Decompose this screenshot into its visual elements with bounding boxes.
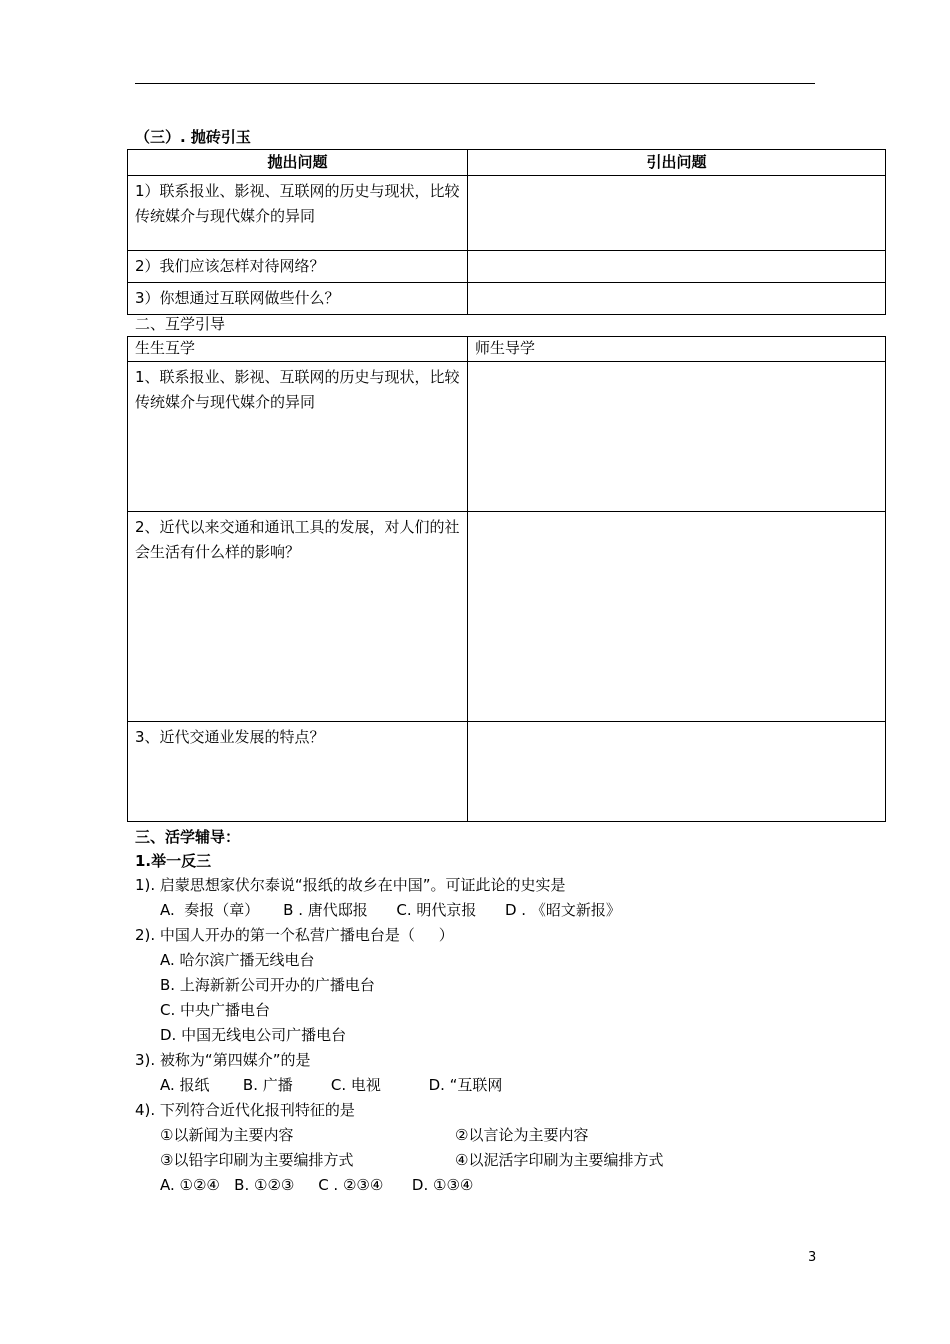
table-cell-question: 1）联系报业、影视、互联网的历史与现状，比较传统媒介与现代媒介的异同 bbox=[128, 176, 468, 251]
question-4-item-1: ①以新闻为主要内容 bbox=[160, 1126, 294, 1144]
table-header-student: 生生互学 bbox=[128, 337, 468, 362]
question-2-option-a: A. 哈尔滨广播无线电台 bbox=[160, 951, 315, 969]
question-2-stem: 2). 中国人开办的第一个私营广播电台是（ ） bbox=[135, 926, 454, 944]
table-cell-answer[interactable] bbox=[468, 176, 886, 251]
table-cell-question: 2）我们应该怎样对待网络？ bbox=[128, 251, 468, 283]
section-title-throw-brick: （三）. 抛砖引玉 bbox=[135, 128, 251, 146]
table-header-teacher: 师生导学 bbox=[468, 337, 886, 362]
question-2-option-b: B. 上海新新公司开办的广播电台 bbox=[160, 976, 375, 994]
question-1-stem: 1). 启蒙思想家伏尔泰说“报纸的故乡在中国”。可证此论的史实是 bbox=[135, 876, 566, 894]
header-rule bbox=[135, 83, 815, 84]
question-4-item-4: ④以泥活字印刷为主要编排方式 bbox=[455, 1151, 664, 1169]
table-throw-questions bbox=[127, 149, 886, 315]
question-4-stem: 4). 下列符合近代化报刊特征的是 bbox=[135, 1101, 355, 1119]
question-4-item-3: ③以铅字印刷为主要编排方式 bbox=[160, 1151, 354, 1169]
table-header-throw: 抛出问题 bbox=[128, 150, 468, 176]
table-cell-question: 2、近代以来交通和通讯工具的发展，对人们的社会生活有什么样的影响？ bbox=[128, 512, 468, 722]
section-title-active-learning: 三、活学辅导： bbox=[135, 828, 241, 846]
question-2-option-d: D. 中国无线电公司广播电台 bbox=[160, 1026, 347, 1044]
table-cell-answer[interactable] bbox=[468, 283, 886, 315]
table-cell-answer[interactable] bbox=[468, 362, 886, 512]
question-2-option-c: C. 中央广播电台 bbox=[160, 1001, 271, 1019]
question-3-options: A. 报纸 B. 广播 C. 电视 D. “互联网 bbox=[160, 1076, 503, 1094]
question-4-options: A. ①②④ B. ①②③ C . ②③④ D. ①③④ bbox=[160, 1176, 474, 1194]
subsection-title: 1.举一反三 bbox=[135, 852, 212, 870]
table-cell-question: 3）你想通过互联网做些什么？ bbox=[128, 283, 468, 315]
section-title-mutual-guidance: 二、互学引导 bbox=[135, 315, 226, 333]
page-number: 3 bbox=[808, 1250, 817, 1265]
table-mutual-learning bbox=[127, 336, 886, 822]
table-cell-answer[interactable] bbox=[468, 512, 886, 722]
table-cell-answer[interactable] bbox=[468, 251, 886, 283]
table-cell-question: 3、近代交通业发展的特点？ bbox=[128, 722, 468, 822]
table-cell-question: 1、联系报业、影视、互联网的历史与现状，比较传统媒介与现代媒介的异同 bbox=[128, 362, 468, 512]
question-1-options: A. 奏报（章） B . 唐代邸报 C. 明代京报 D . 《昭文新报》 bbox=[160, 901, 621, 919]
table-header-raise: 引出问题 bbox=[468, 150, 886, 176]
table-cell-answer[interactable] bbox=[468, 722, 886, 822]
question-3-stem: 3). 被称为“第四媒介”的是 bbox=[135, 1051, 311, 1069]
question-4-item-2: ②以言论为主要内容 bbox=[455, 1126, 589, 1144]
